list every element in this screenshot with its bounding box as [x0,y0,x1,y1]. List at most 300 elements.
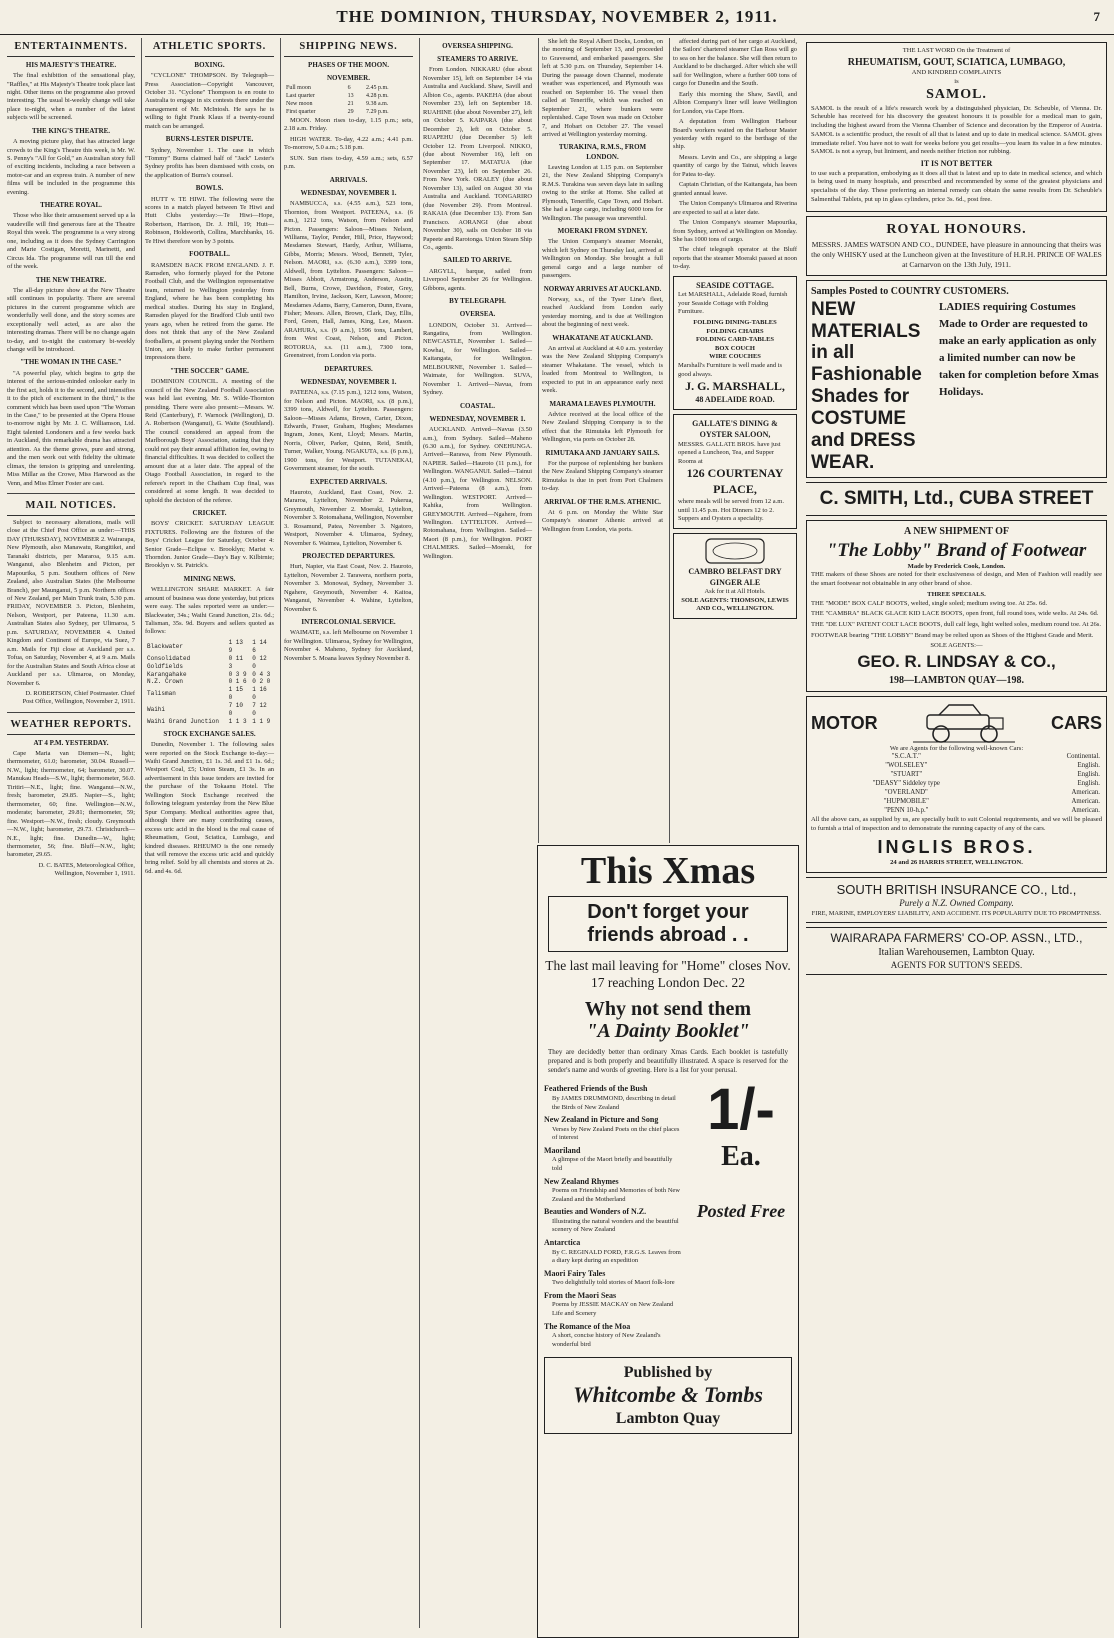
list-item [544,1115,682,1143]
seaside-note: Marshall's Furniture is well made and is good always. [678,361,783,378]
booklet-list [544,1077,792,1349]
table-row [145,655,274,671]
seaside-cottage-ad [673,276,797,411]
phase-day: 21 [347,101,354,108]
samples-heading: Samples Posted to COUNTRY CUSTOMERS. [811,286,1009,298]
sail-text: ARGYLL, barque, sailed from Liverpool September 26 for Wellington. Gibbons, agents. [423,267,532,292]
share-buyers: 7 10 0 [228,702,243,718]
book-desc: By JAMES DRUMMOND, describing in detail the Birds of New Zealand [552,1095,676,1111]
xmas-booklet-ad [537,845,799,1638]
share-sellers: 7 12 0 [252,702,267,718]
share-buyers: 1 15 0 [228,686,243,702]
share-sellers: 1 16 0 [252,686,267,702]
phase-name: Last quarter [286,93,315,100]
list-item [544,1238,682,1266]
entertainment-item [7,127,135,197]
book-title: Feathered Friends of the Bush [544,1084,648,1094]
projected-heading: PROJECTED DEPARTURES. [302,552,395,561]
moon-text: MOON. Moon rises to-day, 1.15 p.m.; sets, 2.18 a.m. Friday. [284,116,413,133]
mail-signature: D. ROBERTSON, Chief Postmaster. Chief Post Office, Wellington, November 2, 1911. [22,689,135,706]
inglis-name: INGLIS BROS. [877,836,1036,857]
book-title: From the Maori Seas [544,1290,617,1300]
athletic-heading: ATHLETIC SPORTS. [145,40,274,57]
xmas-last-mail: The last mail leaving for "Home" closes Nov. 17 reaching London Dec. 22 [545,958,791,990]
table-row [811,762,1102,771]
motor-cars-ad [806,696,1107,873]
publisher-address: Lambton Quay [615,1409,721,1427]
expected-heading: EXPECTED ARRIVALS. [310,477,387,486]
smith-banner [806,482,1107,515]
entertainment-item [7,358,135,488]
list-item: BOX COUCH [715,344,755,352]
farmers-note: AGENTS FOR SUTTON'S SEEDS. [890,959,1023,970]
lobby-footwear-ad [806,520,1107,692]
stock-text: Dunedin, November 1. The following sales were reported on the Stock Exchange to-day:—Waihi Grand Junction, £1 1s. 3d. and £1 1s. 6d.; Westport Coal, £5; Union Steam, £1 3s. In an advertisement in this issue tenders are invited for the purchase of the Tokaanu Hotel. The Wellington Stock Exchange received the following telegram yesterday from the New Blue Spur Company. Medical authorities agree that, although there are many contributing causes, excess uric acid in the blood is the real cause of Rheumatism, Gout, Sciatica, Lumbago, and kindred diseases. RHEUMO is the one remedy that will remove the excess uric acid and quickly bring relief. Sold by all chemists and stores at 2s. 6d. and 4s. 6d. [145,741,274,875]
item-heading: "THE WOMAN IN THE CASE." [20,358,122,367]
samol-is: is [954,77,959,85]
share-name: Waihi [147,706,166,714]
farmers-banner [806,927,1107,976]
phase-name: Full moon [286,85,311,92]
item-text: Those who like their amusement served up a la vaudeville will find generous fare at the Theatre Royal this week. The programme is a very strong one, including as it does the Sydney Carrington and Marie Costigan, Moretti, Marinetti, and Circus Ida. The programme will run till the end of the week. [7,212,135,271]
samol-kindred: AND KINDRED COMPLAINTS [911,68,1002,76]
lobby-brand: "The Lobby" Brand of Footwear [826,539,1087,561]
note-text: Captain Christian, of the Kaitangata, has been granted annual leave. [673,181,797,197]
book-title: Maori Fairy Tales [544,1268,606,1278]
cars-word: CARS [1050,712,1102,733]
item-heading: CRICKET. [192,508,227,517]
shades-line: Shades for [811,386,910,408]
posted-free: Posted Free [696,1201,786,1222]
bottle-label-icon [705,538,765,564]
note-text: The Union Company's steamer Mapourika, from Sydney, arrived at Wellington on Monday. She has 1000 tons of cargo. [673,219,797,243]
book-title: Maoriland [544,1145,581,1155]
shades-line: and DRESS [811,429,916,451]
table-row [284,93,413,101]
car-name: "PENN 10-h.p." [884,807,929,815]
special-item: THE "DE LUX" PATENT COLT LACE BOOTS, dull calf legs, light welted soles, medium round toe. At 26s. [811,620,1101,628]
shades-line: MATERIALS [811,320,921,342]
motor-text: All the above cars, as supplied by us, are specially built to suit Colonial requirements, and we will be pleased to furnish a trial of inspection and to demonstrate the running capacity of any of the cars. [811,816,1102,832]
gallate-text-2: where meals will be served from 12 a.m. until 11.45 p.m. Hot Dinners 12 to 2. Suppers and Oysters a speciality. [678,497,784,523]
rimutaka-text: For the purpose of replenishing her bunkers the New Zealand Shipping Company's steamer Rimutaka is due in port from Port Chalmers to-day. [542,459,663,493]
share-sellers: 0 12 0 [252,654,267,670]
page-number: 7 [1093,9,1100,24]
list-item: FOLDING CHAIRS [706,327,764,335]
book-title: The Romance of the Moa [544,1321,631,1331]
share-buyers: 1 1 3 [228,717,247,725]
specials-heading: THREE SPECIALS. [927,590,986,598]
xmas-why: Why not send them [584,997,752,1020]
ale-heading: CAMBRO BELFAST DRY GINGER ALE [688,567,782,587]
shades-line: COSTUME [811,407,906,429]
steamers-text: From London. NIKKARU (due about November 15), left on September 14 via Australia and Auckland. Shaw, Savill and Albion Co., agents. PAKEHA (due about November 23), left on September 18. RUAHINE (due about November 27), left on October 5. KAIPARA (due about December 2), left on October 5. RUAPEHU (due December 5) left October 12. From Liverpool. NIKKO, (due about November 16), left on September 17. MATATUA (due November 23), left on September 26. From New York. ORALEY (due about November 13), sailed on August 30 via Australia and Auckland. TONGARIRO (due November 29). From Montreal. RAKAIA (due December 13). From San Francisco. AORANGI (due about November 30), sails on October 18 via Papeete and Rarotonga. Union Steam Ship Co., agents. [423,66,532,251]
column-shipping-articles [538,38,666,843]
sail-heading: SAILED TO ARRIVE. [443,256,512,265]
column-entertainments [4,38,138,1628]
motor-header [811,701,1102,745]
rimutaka-heading: RIMUTAKA AND JANUARY SAILS. [545,448,660,457]
weather-subheading: AT 4 P.M. YESTERDAY. [33,738,109,747]
shades-line: Fashionable [811,364,922,386]
arrivals-text: NAMBUCCA, s.s. (4.55 a.m.), 523 tons, Thornton, from Westport. PATEENA, s.s. (6 a.m.), 1212 tons, Watson, from Nelson and Picton. Passengers: Saloon—Misses Nelson, Williams, Taylor, Pender, Hill, Price, Haywood; Mesdames Stewart, Hardy, Arthur, Williams, Gibbs, Morris; Messrs. Wood, Bennett, Tyler, Nelson. MAORI, s.s. (6.30 a.m.), 3399 tons, Aldwell, from Lyttelton. Passengers: Saloon—Misses Abbott, Armstrong, Anderson, Austin, Bell, Burns, Crowe, Davidson, Foster, Grey, Hamilton, Irvine, Jackson, Kerr, Lawson, Moore; Mesdames Adams, Barry, Cameron, Dunn, Evans, Fisher; Messrs. Allen, Brown, Clark, Day, Ellis, Ford, Green, Hall, James, King, Lee, Mason. ARAHURA, s.s. (9 a.m.), 1596 tons, Lambert, from West Coast, Nelson, and Picton. ROTORUA, s.s. (11 a.m.), 7300 tons, Greenstreet, from London via ports. [284,200,413,360]
seaside-heading: SEASIDE COTTAGE. [696,280,774,290]
car-name: "OVERLAND" [884,789,928,797]
table-row [811,771,1102,780]
samol-text: SAMOL is the result of a life's research work by a distinguished physician, Dr. Scheuble, of Vienna. Dr. Scheuble has received for his discovery the greatest honours it is possible for a medical man to gain, including the highest award from the Vienna Chamber of Science and decoration by the Emperor of Austria. SAMOL is a scientific product, the result of all that is latest and up to date in medical science. SAMOL gives immediate relief. You have not to wait for weeks before you get results—you learn its value in a few minutes. SAMOL is not a syrup, but liniment, and needs neither friction nor rubbing. [811,104,1102,156]
phase-day: 29 [347,109,354,116]
item-heading: "THE SOCCER" GAME. [170,366,249,375]
ginger-ale-ad [673,533,797,619]
phase-time: 4.28 p.m. [365,93,389,100]
item-text: BOYS' CRICKET. SATURDAY LEAGUE FIXTURES. Following are the fixtures of the Boys' Cricket League for Saturday, October 4: Senior Grade—Eclipse v. Brooklyn; Marist v. Thorndon. Junior Grade—Day's Bay v. Kilbirnie; Brooklyn v. St. Patrick's. [145,520,274,570]
phase-day: 6 [347,85,351,92]
item-heading: FOOTBALL. [189,250,230,259]
list-item [544,1146,682,1174]
royal-text: MESSRS. JAMES WATSON AND CO., DUNDEE, have pleasure in announcing that theirs was the only WHISKY used at the Luncheon given at the Investiture of H.R.H. PRINCE OF WALES at Carnarvon on the 13th July, 1911. [811,239,1102,269]
book-desc: A glimpse of the Maori briefly and beautifully told [552,1156,673,1172]
item-heading: BURNS-LESTER DISPUTE. [165,135,254,144]
high-water-text: HIGH WATER. To-day, 4.22 a.m.; 4.41 p.m. To-morrow, 5.0 a.m.; 5.18 p.m. [284,135,413,152]
insurance-banner [806,877,1107,922]
car-origin: English. [1077,762,1100,770]
item-heading: HIS MAJESTY'S THEATRE. [25,60,117,69]
item-heading: THEATRE ROYAL. [40,201,102,210]
sport-item [145,184,274,246]
phases-month: NOVEMBER. [327,74,370,83]
car-origin: Continental. [1066,753,1100,761]
sport-item [145,509,274,571]
sole-agents-label: SOLE AGENTS:— [930,642,983,650]
phase-time: 7.29 p.m. [365,109,389,116]
shipment-heading: A NEW SHIPMENT OF [904,525,1009,537]
oversea-text: LONDON, October 31. Arrived—Rangatira, from Wellington. NEWCASTLE, November 1. Sailed—Kowhai, for Wellington. Sailed—Kaitangata, for Wellington. MELBOURNE, November 1. Sailed—Waimate, for Wellington. SUVA, November 1. Arrived—Navua, from Sydney. [423,321,532,397]
phase-name: New moon [286,101,313,108]
table-row [284,101,413,109]
table-row [811,807,1102,816]
list-item: FOLDING DINING-TABLES [693,319,777,327]
sport-item [145,250,274,363]
list-item [544,1291,682,1319]
note-text: affected during part of her cargo at Auckland, the Sailors' chartered steamer Clan Ross will go to sea on her the balance. She will then return to Auckland to be discharged. After which she will sail for Wellington, where a further 600 tons of cargo for Dunedin and the South. [673,38,797,88]
share-sellers: 0 4 3 [252,670,271,678]
coastal-text: AUCKLAND. Arrived—Navua (3.50 a.m.), from Sydney. Sailed—Maheno (6.30 a.m.), for Sydney. ONEHUNGA. Arrived—Rarawa, from New Plymouth. NAPIER. Sailed—Hauroto (11 p.m.), for Wellington. WANGANUI. Sailed—Tainui (4.10 p.m.), for Wellington. NELSON. Arrived—Pateena (8 a.m.), from Wellington. WESTPORT. Arrived—Kahika, from Wellington. GREYMOUTH. Arrived—Ngahere, from Wellington. LYTTELTON. Arrived—Rotomahana, from Wellington. Sailed—Maori (8 p.m.), for Wellington. PORT CHALMERS. Sailed—Moeraki, for Wellington. [423,426,532,560]
weather-text: Cape Maria van Diemen—N., light; thermometer, 61.0; barometer, 30.04. Russell—N.W., light; thermometer, 64; barometer, 30.07. Manukau Heads—S.W., light; thermometer, 56.0. Tiritiri—N.E., light; fine. Wanganui—N.W., fresh; barometer, 29.85. Napier—S., light; thermometer, 60; fine. Wellington—N.W., moderate; barometer, 29.81; thermometer, 59; fine. Westport—N.W., fresh; cloudy. Greymouth—N.W., light; barometer, 29.73. Christchurch—N.E., light; fine. Dunedin—W., light; thermometer, 56; fine. Bluff—N.W., light; barometer, 29.65. [7,749,135,859]
sport-item [145,61,274,131]
ale-sub: Ask for it at All Hotels. [704,588,766,596]
samol-intro: THE LAST WORD On the Treatment of [902,47,1011,54]
ladies-notice: LADIES requiring Costumes Made to Order are requested to make an early application as only a limited number can now be taken for completion before Xmas Holidays. [939,300,1099,398]
car-name: "WOLSELEY" [885,762,928,770]
telegraph-heading: BY TELEGRAPH. [449,297,506,306]
car-name: "HUPMOBILE" [883,798,929,806]
item-heading: MINING NEWS. [183,574,236,583]
arrivals-date: WEDNESDAY, NOVEMBER 1. [300,188,397,197]
moon-phase-table [284,85,413,117]
gallate-address: 126 COURTENAY PLACE, [686,466,784,497]
list-item [544,1084,682,1112]
shades-line: NEW [811,298,856,320]
special-item: THE "CAMBRA" BLACK GLACE KID LACE BOOTS, open front, full round toes, wide welts. At 24s. 6d. [811,610,1099,618]
car-list [811,753,1102,816]
table-row [145,678,274,686]
sport-item [145,575,274,637]
sun-text: SUN. Sun rises to-day, 4.59 a.m.; sets, 6.57 p.m. [284,154,413,171]
motor-agents-line: We are Agents for the following well-known Cars: [889,744,1024,752]
xmas-title: This Xmas [580,850,756,892]
item-heading: BOWLS. [195,184,224,193]
share-name: Consolidated Goldfields [147,654,191,670]
item-text: Sydney, November 1. The case in which "Tommy" Burns claimed half of "Jack" Lester's Sydney profits has been dismissed with costs, on the application of Burns's counsel. [145,146,274,179]
share-buyers: 1 13 9 [228,638,243,654]
moeraki-text: The Union Company's steamer Moeraki, which left Sydney on Thursday last, arrived at Wellington on Monday. She brought a full general cargo and a large number of passengers. [542,238,663,280]
shades-line: in all [811,342,855,364]
car-origin: English. [1077,780,1100,788]
samol-text-2: to use such a preparation, embodying as it does all that is latest and up to date in medical science, and which is being used in many hospitals, and prescribed and recommended by some of the greatest physicians and specialists of the day. These preferring an internal remedy can obtain the same results from Dr. Scheuble's Salmenthal Tablets, put up in glass cylinders, price 3s. 6d., post free. [811,169,1102,203]
shipping-heading: SHIPPING NEWS. [284,40,413,57]
item-text: RAMSDEN BACK FROM ENGLAND. J. F. Ramsden, who formerly played for the Petone Football Club, and the Wellington representative team, returned to Wellington yesterday from England, where he has been completing his medical studies. During his stay in England, Ramsden played for the Bradford Club until two years ago, when he retired from the game. He does not think that any of the New Zealand footballers, at present playing under the Northern Union, are likely to make further permanent impressions there. [145,261,274,362]
weather-heading: WEATHER REPORTS. [7,718,135,735]
table-row [145,702,274,718]
coastal-heading: COASTAL. [459,401,496,410]
share-buyers: 0 1 6 [228,678,247,686]
marama-heading: MARAMA LEAVES PLYMOUTH. [549,399,656,408]
phase-day: 13 [347,93,354,100]
item-text: The final exhibition of the sensational play, "Raffles," at His Majesty's Theatre took place last night. Other items on the programme also proved interesting. The usual bi-weekly change will take place to-night, when a number of the latest subjects will be screened. [7,72,135,122]
weather-signature: D. C. BATES, Meteorological Office, Wellington, November 1, 1911. [38,861,135,878]
seaside-merchant: J. G. MARSHALL, [685,379,785,394]
car-origin: American. [1071,807,1100,815]
table-row [811,780,1102,789]
insurance-name: SOUTH BRITISH INSURANCE CO., Ltd., [836,882,1077,898]
share-buyers: 0 3 9 [228,670,247,678]
book-desc: Poems on Friendship and Memories of both New Zealand and the Motherland [552,1187,681,1203]
xmas-dainty: "A Dainty Booklet" [586,1019,750,1042]
intercolonial-heading: INTERCOLONIAL SERVICE. [301,618,396,627]
book-title: New Zealand in Picture and Song [544,1115,659,1125]
share-name: N.Z. Crown [147,678,184,686]
newspaper-title: THE DOMINION, THURSDAY, NOVEMBER 2, 1911. [336,7,778,26]
farmers-sub: Italian Warehousemen, Lambton Quay. [878,947,1035,959]
share-name: Talisman [147,690,176,698]
item-text: "CYCLONE" THOMPSON. By Telegraph—Press Association—Copyright Vancouver, October 31. "Cyclone" Thompson is en route to Australia to engage in six contests there under the management of Mr. McIntosh. He says he is willing to fight Frank Klaus if a twenty-round match can be arranged. [145,72,274,130]
note-text: Messrs. Levin and Co., are shipping a large quantity of cargo by the Tainui, which leaves for Patea to-day. [673,153,797,178]
phase-name: First quarter [286,109,316,116]
book-title: Beauties and Wonders of N.Z. [544,1207,647,1217]
lindsay-address: 198—LAMBTON QUAY—198. [888,674,1024,686]
costume-body [811,299,1102,474]
athenic-heading: ARRIVAL OF THE R.M.S. ATHENIC. [544,497,661,506]
list-item [544,1177,682,1205]
table-row [811,789,1102,798]
table-row [284,85,413,93]
turakina-heading: TURAKINA, R.M.S., FROM LONDON. [558,143,647,161]
car-name: "DEASY" Siddeley type [872,780,940,788]
lobby-text: THE makers of these Shoes are noted for their exclusiveness of design, and Men of Fashion will readily see the smart footwear not obtainable in any other brand of shoe. [811,571,1102,588]
departures-heading: DEPARTURES. [324,364,373,373]
publisher-box [544,1357,792,1433]
samol-name: SAMOL. [926,87,987,103]
item-text: A moving picture play, that has attracted large crowds to the King's Theatre this week, is Mr. W. S. Penny's "All for Gold," an Australian story full of exciting incidents, including a race between a motor-car and an express train. A number of new films will be included in the programme this evening. [7,138,135,196]
car-name: "S.C.A.T." [891,753,921,761]
departures-text: PATEENA, s.s. (7.15 p.m.), 1212 tons, Watson, for Nelson and Picton. MAORI, s.s. (8 p.m.), 3399 tons, Aldwell, for Lyttelton. Passengers: Saloon—Misses Adams, Brown, Carter, Dixon, Edwards, Fraser, Graham, Hughes; Mesdames Ingram, Jones, Kent, Lloyd; Messrs. Martin, Norris, Oliver, Parker, Quinn, Reid, Smith, Turner, Walker, Young. NGAKUTA, s.s. (6 p.m.), 1900 tons, for Westport. TUTANEKAI, Government steamer, for the south. [284,389,413,473]
list-item: WIRE COUCHES [709,353,761,361]
oversea-sub-heading: OVERSEA. [459,310,496,319]
share-name: Waihi Grand Junction [147,717,220,725]
seaside-item-list [678,319,792,362]
ale-agents: SOLE AGENTS: THOMSON, LEWIS AND CO., WELLINGTON. [681,596,789,613]
xmas-description: They are decidedly better than ordinary Xmas Cards. Each booklet is tastefully prepared and is both properly and beautifully illustrated. A space is reserved for the sender's name and words of greeting. Here is a list for your perusal. [548,1047,788,1075]
book-desc: Two delightfully told stories of Maori folk-lore [552,1279,675,1287]
expected-text: Hauroto, Auckland, East Coast, Nov. 2. Mararoa, Lyttelton, November 2. Pukerua, Greymouth, November 2. Moeraki, Lyttelton, November 3. Rotomahana, Wellington, November 3. Rosamund, Patea, November 3. Ngatoro, Westport, November 4. Ulimaroa, Sydney, November 6. Waimea, Lyttelton, November 6. [284,488,413,547]
price-each: Ea. [721,1141,761,1173]
coastal-date: WEDNESDAY, NOVEMBER 1. [429,414,526,423]
samol-ad [806,42,1107,212]
lindsay-name: GEO. R. LINDSAY & CO., [857,652,1056,672]
share-sellers: 1 14 6 [252,638,267,654]
item-heading: BOXING. [194,60,225,69]
entertainment-item [7,61,135,123]
publisher-name: Whitcombe & Tombs [573,1382,763,1408]
column-shipping-notes [669,38,800,843]
share-sellers: 0 2 0 [252,678,271,686]
phases-heading: PHASES OF THE MOON. [308,60,389,69]
table-row [811,798,1102,807]
shades-list [811,299,933,474]
car-name: "STUART" [890,771,923,779]
share-table [145,639,274,726]
book-desc: Illustrating the natural wonders and the beautiful scenery of New Zealand [552,1217,679,1234]
price-value: 1/- [707,1077,775,1143]
publisher-line-1: Published by [623,1364,713,1382]
column-shipping-news [280,38,416,1628]
booklet-price [690,1077,792,1349]
projected-text: Hurt, Napier, via East Coast, Nov. 2. Hauroto, Lyttelton, November 2. Tarawera, northern ports, November 3. Monowai, Sydney, November 3. Ngahere, Greymouth, November 4. Kaitoa, Wanganui, November 4. Wahine, Lyttelton, November 6. [284,563,413,613]
smith-name: C. SMITH, Ltd., CUBA STREET [819,488,1094,510]
entertainment-item [7,201,135,271]
car-origin: American. [1071,798,1100,806]
insurance-text: FIRE, MARINE, EMPLOYERS' LIABILITY, AND ACCIDENT. ITS POPULARITY DUE TO PROMPTNESS. [811,910,1102,918]
insurance-sub: Purely a N.Z. Owned Company. [899,898,1014,909]
mail-notices-heading: MAIL NOTICES. [7,499,135,516]
share-buyers: 0 11 3 [228,654,243,670]
farmers-name: WAIRARAPA FARMERS' CO-OP. ASSN., LTD., [830,930,1083,945]
stock-heading: STOCK EXCHANGE SALES. [163,729,256,738]
book-title: Antarctica [544,1237,581,1247]
list-item: FOLDING CARD-TABLES [695,336,775,344]
table-row [145,686,274,702]
share-sellers: 1 1 9 [252,717,271,725]
gallate-ad [673,414,797,528]
item-text: The all-day picture show at the New Theatre still continues in popularity. There are several pictures in the current programme which are wonderfully well done, and the story scenes are exceptionally well acted, as are also the interesting dramas. There will be no change again to-day, and to-night the customary bi-weekly change will be introduced. [7,286,135,354]
arrivals-heading: ARRIVALS. [329,175,368,184]
royal-honours-ad [806,216,1107,276]
whakatane-heading: WHAKATANE AT AUCKLAND. [552,333,653,342]
sport-item [145,367,274,505]
motor-word: MOTOR [811,712,878,733]
table-row [145,671,274,679]
note-text: A deputation from Wellington Harbour Board's workers waited on the Harbour Master yesterday with regard to the berthage of the ship. [673,118,797,151]
table-row [811,753,1102,762]
entertainment-item [7,276,135,355]
table-row [145,718,274,726]
seaside-address: 48 ADELAIDE ROAD. [695,394,775,404]
column-athletic-sports [141,38,277,1628]
xmas-banner: Don't forget your friends abroad . . [548,896,788,952]
lobby-note: FOOTWEAR bearing "THE LOBBY" Brand may be relied upon as Shoes of the Highest Grade and Merit. [811,631,1094,639]
table-row [145,639,274,655]
list-item [544,1322,682,1350]
special-item: THE "MODE" BOX CALF BOOTS, welted, single soled; medium swing toe. At 25s. 6d. [811,599,1048,607]
oversea-heading: OVERSEA SHIPPING. [442,42,513,50]
whakatane-text: An arrival at Auckland at 4.0 a.m. yesterday was the New Zealand Shipping Company's steamer Whakatane. The vessel, which is loaded from Montreal to Wellington, is expected to put in an appearance early next week. [542,344,663,395]
note-text: The chief telegraph operator at the Bluff reports that the steamer Moeraki passed at noon to-day. [673,246,797,271]
booklet-items [544,1081,682,1349]
column-advertisements [803,38,1110,1628]
norway-heading: NORWAY ARRIVES AT AUCKLAND. [543,284,662,293]
phase-time: 9.38 a.m. [365,101,389,108]
item-heading: THE NEW THEATRE. [35,275,107,284]
item-heading: THE KING'S THEATRE. [31,126,111,135]
divider [7,493,135,494]
entertainments-heading: ENTERTAINMENTS. [7,40,135,57]
departures-date: WEDNESDAY, NOVEMBER 1. [300,377,397,386]
gallate-heading: GALLATE'S DINING & OYSTER SALOON, [692,419,778,440]
intercolonial-text: WAIMATE, s.s. left Melbourne on November 1 for Wellington. Ulimaroa, Sydney for Wellington, November 4. Maheno, Sydney for Auckland, November 5. Moana leaves Sydney November 8. [284,629,413,662]
item-text: HUTT v. TE HIWI. The following were the scores in a match played between Te Hiwi and Hutt Clubs yesterday:—Te Hiwi—Hope, Robertson, Harrison, Dr. J. Hill, 19; Hutt—Robinson, Holdsworth, Collins, Marchbanks, 16. Te Hiwi therefore won by 3 points. [145,195,274,245]
shades-line: WEAR. [811,451,875,473]
article-text: She left the Royal Albert Docks, London, on the morning of September 13, and proceeded to Gravesend, and embarked passengers. She left at 5.30 p.m. on Thursday, September 14. During the passage down Channel, moderate weather was experienced, and Plymouth was reached on September 16. The vessel then called at Teneriffe, which was reached on September 21, where bunkers were replenished. Cape Town was made on October 7, and Hobart on October 27. The vessel arrived at Wellington yesterday morning. [542,38,663,138]
column-oversea-shipping [419,38,535,1628]
mail-text: Subject to necessary alterations, mails will close at the Chief Post Office as under:—THIS DAY (THURSDAY), NOVEMBER 2. Wairarapa, New Plymouth, also Manawatu, Rangitikei, and Taranaki districts, per Mararoa, 9.15 a.m. Wanganui, also Blenheim and Picton, per Mapourika, 5 p.m. Southern offices of New Zealand, also Australian States (the Melbourne Branch), per Maunganui, 5 p.m. Northern offices of New Zealand, per Main Trunk train, 5.30 p.m. FRIDAY, NOVEMBER 3. Picton, Blenheim, Nelson, Westport, per Pateena, 11.30 a.m. Australian States also Sydney, per Ulimaroa, 5 p.m. SATURDAY, NOVEMBER 4. United Kingdom and Continent of Europe, via Suez, 7 a.m. Mails for Fiji close at Auckland per s.s. Tofua, on Saturday, November 4, at 9 a.m. Mails for the Australian States and South Africa close at Auckland per s.s. Ulimaroa, on Monday, November 6. [7,518,135,687]
list-item [544,1207,682,1235]
costume-ad [806,280,1107,478]
phase-time: 2.45 p.m. [365,85,389,92]
lobby-maker: Made by Frederick Cook, London. [907,562,1006,570]
item-text: DOMINION COUNCIL. A meeting of the council of the New Zealand Football Association was held last evening, Mr. S. Wilde-Thornton presiding. There were also present:—Messrs. W. Reid (Canterbury), F. Warnock (Wellington), D. A. Robertson (Wanganui), G. Waite (Southland). The council considered an appeal from the Marlborough Boys' Association, stating that they could not pay their annual affiliation fee, owing to financial difficulties. It was decided to collect the amount due at a later date. The appeal of the Otago Football Association, in regard to the referee's report in the Chatham Cup final, was considered at some length. It was decided to uphold the decision of the referee. [145,378,274,504]
seaside-text: Let MARSHALL, Adelaide Road, furnish your Seaside Cottage with Folding Furniture. [678,291,788,316]
divider [7,712,135,713]
gallate-text: MESSRS. GALLATE BROS. have just opened a Luncheon, Tea, and Supper Rooms at [678,440,781,465]
book-desc: By C. REGINALD FORD, F.R.G.S. Leaves from a diary kept during an expedition [552,1248,681,1265]
samol-diseases: RHEUMATISM, GOUT, SCIATICA, LUMBAGO, [847,56,1066,68]
moeraki-heading: MOERAKI FROM SYDNEY. [557,227,648,236]
book-desc: Verses by New Zealand Poets on the chief places of interest [552,1125,680,1142]
athenic-text: At 6 p.m. on Monday the White Star Company's steamer Athenic arrived at Wellington from London, via ports. [542,508,663,533]
marama-text: Advice received at the local office of the New Zealand Shipping Company is to the effect that the Rimutaka left Plymouth for Wellington, via ports on October 28. [542,410,663,444]
samol-not-better: IT IS NOT BETTER [920,158,993,168]
royal-heading: ROYAL HONOURS. [886,222,1027,238]
list-item [544,1269,682,1288]
note-text: The Union Company's Ulimaroa and Riverina are expected to sail at a later date. [673,200,797,216]
share-name: Karangahake [147,670,187,678]
car-origin: English. [1077,771,1100,779]
turakina-text: Leaving London at 1.15 p.m. on September 21, the New Zealand Shipping Company's R.M.S. Turakina was seven days late in sailing owing to the strike at Home. She called at Plymouth, Teneriffe, Cape Town, and Hobart. She had a large cargo, including 6000 tons for Wellington. The passage was uneventful. [542,163,663,222]
norway-text: Norway, s.s., of the Tyser Line's fleet, reached Auckland from London early yesterday morning, and is due at Wellington about the beginning of next week. [542,295,663,329]
share-name: Blackwater [147,642,184,650]
book-title: New Zealand Rhymes [544,1176,619,1186]
item-text: "A powerful play, which begins to grip the interest of the serious-minded onlooker early in the first act, holds it to the second, and intensifies it to the pitch of excitement in the third," is the comment which has been used upon "The Woman in the Case," to be presented at the Opera House to-morrow night by Mr. J. C. Williamson, Ltd. Eight talented Londoners and a few weeks back in Auckland, this remarkable drama has attracted attention. As the theme grows, pure and strong, and the men work out with fidelity the ultimate climax, the tension is gripping and unrelenting. Miss Millar as the Crowe, Miss Harwood as the Venn, and Miss Elmer Foster are cast. [7,369,135,487]
book-desc: A short, concise history of New Zealand's wonderful bird [552,1332,661,1348]
masthead [0,0,1114,35]
note-text: Early this morning the Shaw, Savill, and Albion Company's liner will leave Wellington for London, via Cape Horn. [673,90,797,115]
book-desc: Poems by JESSIE MACKAY on New Zealand Life and Scenery [552,1301,674,1317]
inglis-address: 24 and 26 HARRIS STREET, WELLINGTON. [890,859,1023,867]
motor-car-icon [909,701,1019,745]
sport-item [145,135,274,180]
car-origin: American. [1071,789,1100,797]
item-text: WELLINGTON SHARE MARKET. A fair amount of business was done yesterday, but prices were easy. The sales reported were as under:—Blackwater, 34s.; Waihi Grand Junction, 21s. 6d.; Talisman, 35s. 9d. Buyers and sellers quoted as follows: [145,586,274,636]
